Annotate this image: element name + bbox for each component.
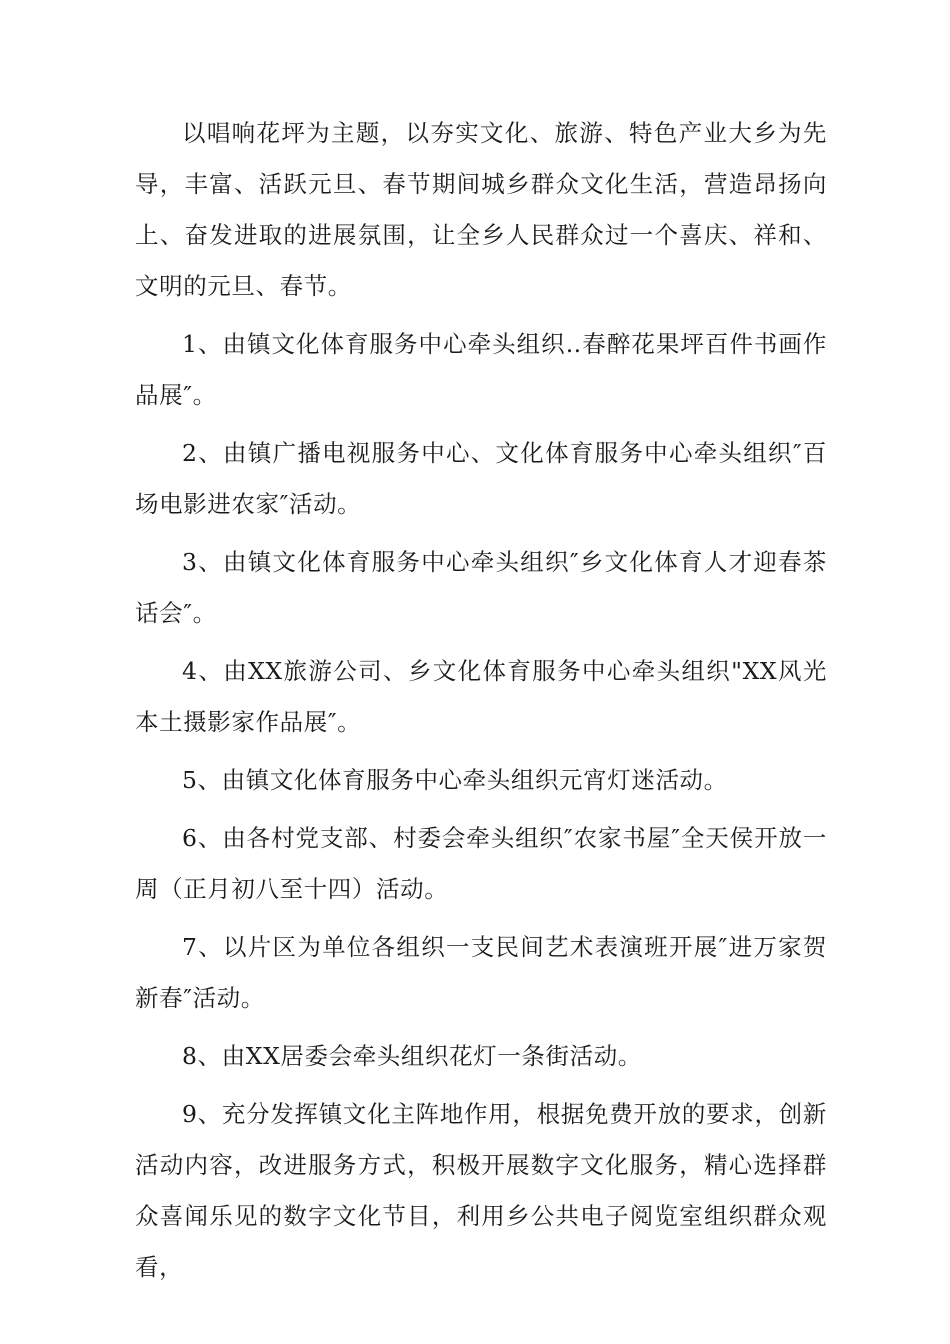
item-9-paragraph: 9、充分发挥镇文化主阵地作用，根据免费开放的要求，创新活动内容，改进服务方式，积极开展数字文化服务，精心选择群众喜闻乐见的数字文化节目，利用乡公共电子阅览室组织群众观看， [135, 1100, 827, 1281]
item-3-paragraph: 3、由镇文化体育服务中心牵头组织″乡文化体育人才迎春茶话会″。 [135, 548, 827, 627]
item-4-paragraph: 4、由XX旅游公司、乡文化体育服务中心牵头组织"XX风光本土摄影家作品展″。 [135, 657, 827, 736]
item-2-paragraph: 2、由镇广播电视服务中心、文化体育服务中心牵头组织″百场电影进农家″活动。 [135, 439, 827, 518]
intro-paragraph: 以唱响花坪为主题，以夯实文化、旅游、特色产业大乡为先导，丰富、活跃元旦、春节期间城乡群众文化生活，营造昂扬向上、奋发进取的进展氛围，让全乡人民群众过一个喜庆、祥和、文明的元旦、春节。 [135, 119, 827, 300]
document-page [135, 108, 827, 1300]
item-8-paragraph: 8、由XX居委会牵头组织花灯一条街活动。 [182, 1042, 642, 1070]
item-6-paragraph: 6、由各村党支部、村委会牵头组织″农家书屋″全天侯开放一周（正月初八至十四）活动。 [135, 824, 827, 903]
item-7-paragraph: 7、以片区为单位各组织一支民间艺术表演班开展″进万家贺新春″活动。 [135, 933, 827, 1012]
item-5-paragraph: 5、由镇文化体育服务中心牵头组织元宵灯迷活动。 [182, 766, 728, 794]
item-1-paragraph: 1、由镇文化体育服务中心牵头组织‥春醉花果坪百件书画作品展″。 [135, 330, 827, 409]
